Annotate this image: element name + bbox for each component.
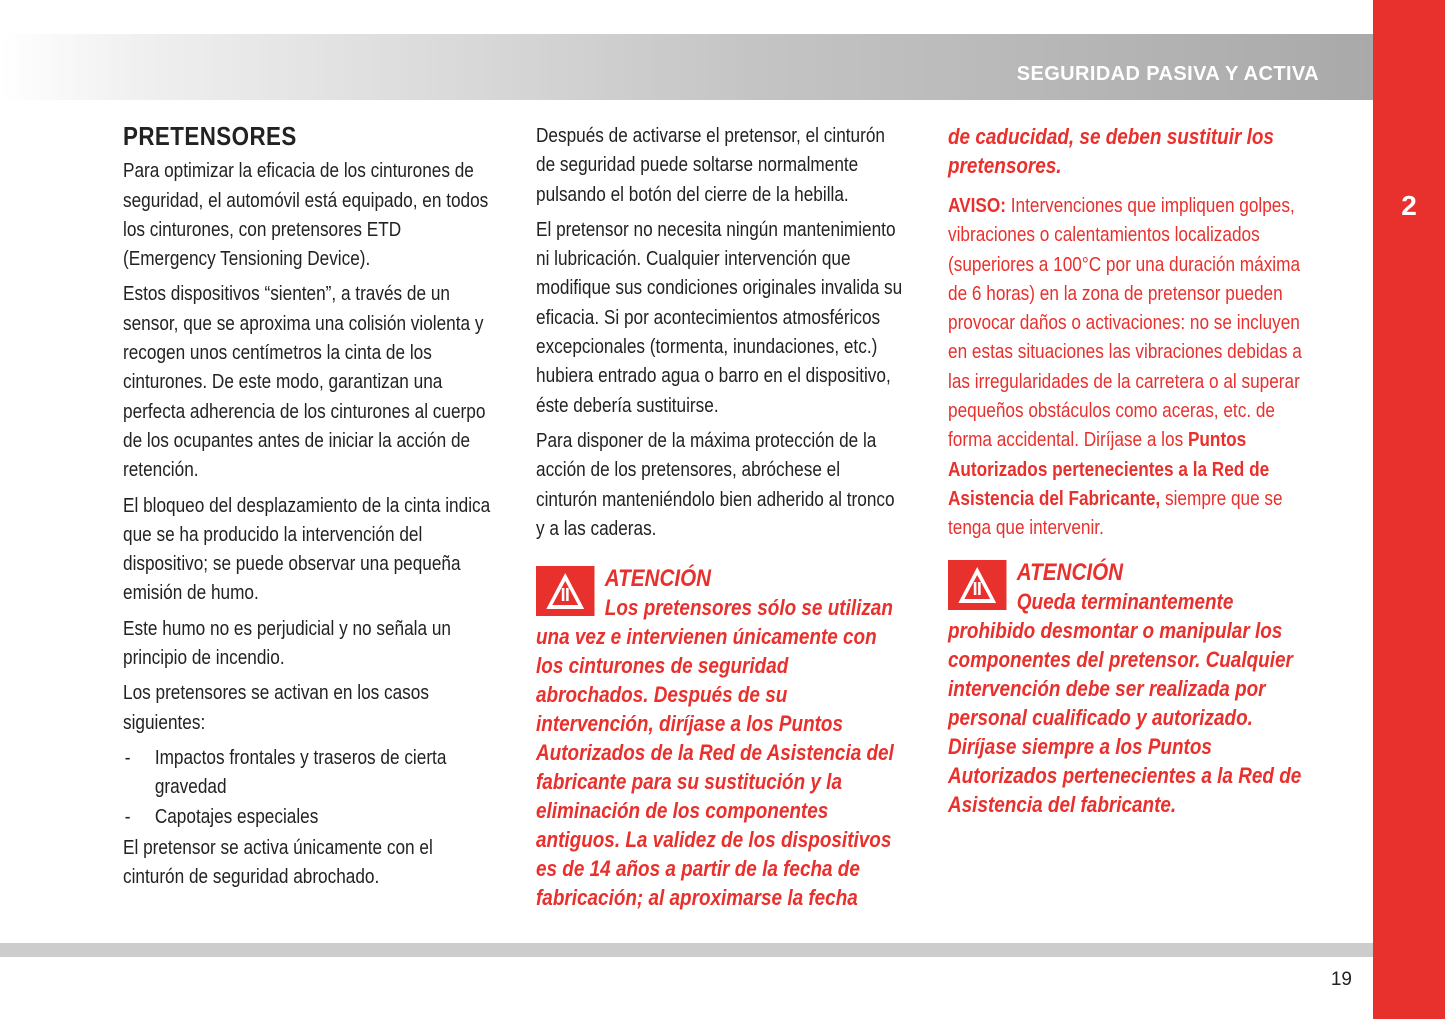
page-header <box>0 34 1373 100</box>
warning-block <box>948 558 1318 819</box>
notice-text: Intervenciones que impliquen golpes, vibraciones o calentamientos localizados (superiores a 100°C por una duración máxima de 6 horas) en la zona de pretensor pueden provocar daños o activaciones: no se incluyen en estas situaciones las vibraciones debidas a las irregularidades de la carretera o al superar pequeños obstáculos como aceras, etc. de forma accidental. Diríjase a los <box>948 195 1302 452</box>
paragraph: Para optimizar la eficacia de los cinturones de seguridad, el automóvil está equipado, en todos los cinturones, con pretensores ETD (Emergency Tensioning Device). <box>123 160 489 271</box>
page-number: 19 <box>1330 969 1352 990</box>
paragraph: Para disponer de la máxima protección de la acción de los pretensores, abróchese el cinturón manteniéndolo bien adherido al tronco y a las caderas. <box>536 429 895 540</box>
notice-end-text: siempre que se tenga que intervenir. <box>948 487 1283 540</box>
activation-cases-list <box>123 744 493 832</box>
section-title: PRETENSORES <box>123 121 297 151</box>
paragraph: Estos dispositivos “sienten”, a través de un sensor, que se aproxima una colisión violenta y recogen unos centímetros la cinta de los cinturones. De este modo, garantizan una perfecta adherencia de los cinturones al cuerpo de los ocupantes antes de iniciar la acción de retención. <box>123 283 486 482</box>
column-2 <box>536 122 906 912</box>
chapter-tab <box>1373 0 1445 1019</box>
paragraph: Después de activarse el pretensor, el cinturón de seguridad puede soltarse normalmente pulsando el botón del cierre de la hebilla. <box>536 125 885 206</box>
warning-text: Los pretensores sólo se utilizan una vez e intervienen únicamente con los cinturones de seguridad abrochados. Después de su intervención, diríjase a los Puntos Autorizados de la Red de Asistencia del fabricante para su sustitución y la eliminación de los componentes antiguos. La validez de los dispositivos es de 14 años a partir de la fecha de fabricación; al aproximarse la fecha <box>536 595 894 911</box>
warning-triangle-icon <box>536 566 594 616</box>
list-item: - Capotajes especiales <box>123 803 493 832</box>
list-item: - Impactos frontales y traseros de cierta gravedad <box>123 744 493 803</box>
warning-title: ATENCIÓN <box>1016 558 1124 586</box>
footer-bar <box>0 943 1373 957</box>
chapter-number: 2 <box>1401 190 1417 221</box>
column-1 <box>123 122 493 898</box>
paragraph: Los pretensores se activan en los casos siguientes: <box>123 682 429 734</box>
paragraph: Este humo no es perjudicial y no señala un principio de incendio. <box>123 617 451 670</box>
notice-label: AVISO: <box>948 195 1006 217</box>
column-3 <box>948 122 1318 819</box>
paragraph: El bloqueo del desplazamiento de la cinta indica que se ha producido la intervención del dispositivo; se puede observar una pequeña emisión de humo. <box>123 494 491 605</box>
header-title: SEGURIDAD PASIVA Y ACTIVA <box>1016 63 1319 85</box>
paragraph: El pretensor se activa únicamente con el cinturón de seguridad abrochado. <box>123 836 433 889</box>
warning-triangle-icon <box>948 560 1006 610</box>
warning-continuation: de caducidad, se deben sustituir los pretensores. <box>948 124 1274 178</box>
notice-bold-text: Puntos Autorizados pertenecientes a la Red de Asistencia del Fabricante, <box>948 429 1270 510</box>
paragraph: El pretensor no necesita ningún mantenimiento ni lubricación. Cualquier intervención que modifique sus condiciones originales invalida su eficacia. Si por acontecimientos atmosféricos excepcionales (tormenta, inundaciones, etc.) hubiera entrado agua o barro en el dispositivo, éste debería sustituirse. <box>536 218 903 417</box>
notice-paragraph <box>948 192 1318 544</box>
warning-block <box>536 564 906 912</box>
warning-title: ATENCIÓN <box>604 565 712 593</box>
warning-text: Queda terminantemente prohibido desmontar o manipular los componentes del pretensor. Cualquier intervención debe ser realizada por personal cualificado y autorizado. Diríjase siempre a los Puntos Autorizados pertenecientes a la Red de Asistencia del fabricante. <box>948 588 1302 817</box>
